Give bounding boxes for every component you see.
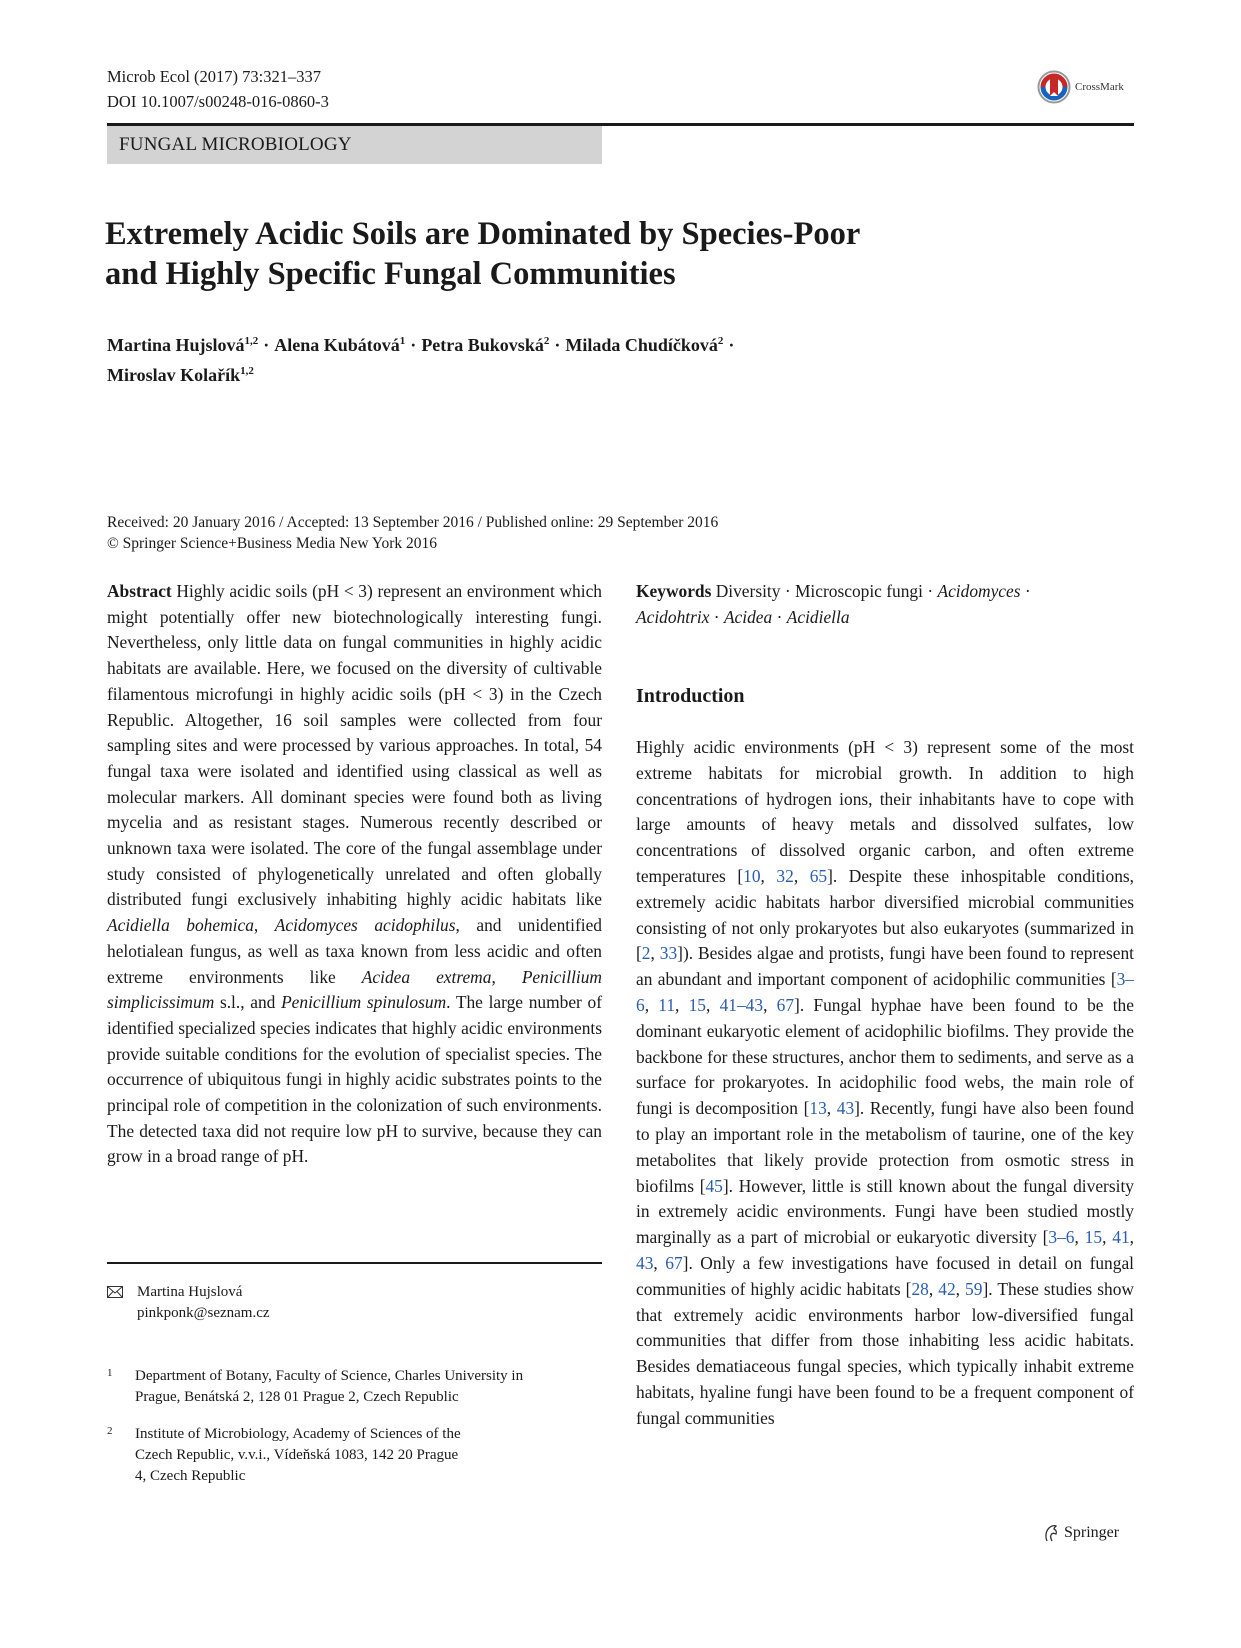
keyword: Diversity — [715, 581, 781, 601]
keyword: Acidohtrix — [636, 606, 710, 627]
punctuation: , — [928, 1278, 939, 1299]
introduction-heading: Introduction — [636, 685, 745, 707]
abstract-text: , and unidentified helotialean fungus, as well as taxa known from less acidic and often extreme environments like — [107, 915, 602, 987]
citation-link[interactable]: 2 — [641, 943, 651, 964]
punctuation: , — [793, 865, 810, 886]
punctuation: , — [760, 865, 777, 886]
intro-text: ]. Recently, fungi have also been found to play an important role in the metabolism of taurine, one of the key metabolites that likely provide protection from osmotic stress in biofilms [ — [636, 1098, 1134, 1196]
intro-text: ]. Despite these inhospitable conditions, extremely acidic habitats harbor diversified microbial communities consisting of not only prokaryotes but also eukaryotes (summarized in [ — [636, 865, 1135, 964]
citation-link[interactable]: 3–6 — [1048, 1227, 1075, 1248]
author-separator: · — [410, 335, 417, 355]
citation-link[interactable]: 10 — [743, 865, 761, 886]
article-title — [105, 214, 1005, 294]
keyword-separator: · — [713, 606, 720, 627]
species-name: Acidiella bohemica — [107, 915, 254, 936]
keyword-separator: · — [927, 581, 934, 601]
citation-link[interactable]: 67 — [776, 994, 795, 1015]
affiliation-line: Prague, Benátská 2, 128 01 Prague 2, Czech Republic — [135, 1389, 459, 1405]
citation-link[interactable]: 11 — [658, 994, 676, 1015]
author-affiliation: 1,2 — [240, 365, 254, 377]
affiliation-1 — [107, 1366, 602, 1408]
springer-horse-icon — [1043, 1524, 1059, 1542]
punctuation: , — [706, 994, 720, 1015]
abstract-text: . The large number of identified specialized species indicates that highly acidic environments provide suitable conditions for the evolution of specialist species. The occurrence of ubiquitous fungi in highly acidic substrates points to the principal role of competition in the colonization of such environments. The detected taxa did not require low pH to survive, because they can grow in a broad range of pH. — [107, 992, 602, 1167]
citation-link[interactable]: 43 — [836, 1098, 855, 1119]
intro-text: ]. However, little is still known about the fungal diversity in extremely acidic environments. Fungi have been studied mostly marginally as a part of microbial or eukaryotic diversity [ — [636, 1175, 1134, 1248]
publication-dates — [107, 512, 718, 554]
citation-link[interactable]: 13 — [809, 1098, 827, 1119]
affiliation-number: 1 — [107, 1367, 113, 1379]
affiliation-line: Institute of Microbiology, Academy of Sciences of the — [135, 1426, 461, 1442]
journal-info — [107, 64, 329, 114]
punctuation: , — [653, 1252, 666, 1273]
author-name: Miroslav Kolařík — [107, 365, 241, 385]
author-name: Petra Bukovská — [421, 335, 544, 355]
author-separator: · — [263, 335, 270, 355]
author-separator: · — [554, 335, 561, 355]
author-affiliation: 1 — [399, 335, 406, 347]
keywords-label: Keywords — [636, 581, 712, 601]
affiliation-number: 2 — [107, 1425, 113, 1437]
abstract-text: s.l., and — [219, 992, 276, 1013]
punctuation: , — [1074, 1227, 1085, 1248]
citation-link[interactable]: 65 — [809, 865, 828, 886]
punctuation: , — [1129, 1227, 1134, 1248]
keyword-separator: · — [1024, 581, 1031, 601]
species-name: Penicillium spinulosum — [281, 992, 447, 1013]
abstract — [107, 579, 602, 1170]
journal-citation: Microb Ecol (2017) 73:321–337 — [107, 67, 322, 86]
affiliation-line: 4, Czech Republic — [135, 1468, 246, 1484]
punctuation: , — [644, 994, 659, 1015]
citation-link[interactable]: 67 — [665, 1252, 683, 1273]
citation-link[interactable]: 28 — [911, 1278, 929, 1299]
abstract-label: Abstract — [107, 581, 172, 601]
citation-link[interactable]: 43 — [636, 1252, 654, 1273]
punctuation: , — [955, 1278, 966, 1299]
author-name: Milada Chudíčková — [565, 335, 718, 355]
journal-doi[interactable]: DOI 10.1007/s00248-016-0860-3 — [107, 92, 329, 111]
author-affiliation: 2 — [717, 335, 724, 347]
punctuation: , — [763, 994, 777, 1015]
citation-link[interactable]: 33 — [659, 943, 678, 964]
punctuation: , — [675, 994, 689, 1015]
corresponding-author-email[interactable]: pinkponk@seznam.cz — [137, 1305, 270, 1321]
keyword-separator: · — [776, 606, 783, 627]
envelope-icon — [107, 1286, 123, 1298]
citation-link[interactable]: 41–43 — [719, 994, 764, 1015]
intro-text: ]. Only a few investigations have focused in detail on fungal communities of highly acidic habitats [ — [636, 1252, 1134, 1299]
affiliation-line: Department of Botany, Faculty of Science, Charles University in — [135, 1368, 524, 1384]
author-name: Alena Kubátová — [274, 335, 400, 355]
citation-link[interactable]: 15 — [688, 994, 706, 1015]
keyword: Acidiella — [786, 606, 850, 627]
punctuation: , — [650, 943, 660, 964]
publisher-logo — [1043, 1524, 1119, 1542]
punctuation: , — [253, 915, 259, 936]
correspondence — [107, 1282, 270, 1324]
species-name: Acidomyces acidophilus — [274, 915, 456, 936]
section-label: FUNGAL MICROBIOLOGY — [107, 126, 602, 164]
citation-link[interactable]: 15 — [1084, 1227, 1103, 1248]
crossmark-badge[interactable] — [1037, 70, 1124, 104]
title-line-2: and Highly Specific Fungal Communities — [105, 256, 676, 292]
author-affiliation: 2 — [543, 335, 550, 347]
citation-link[interactable]: 42 — [938, 1278, 956, 1299]
crossmark-label: CrossMark — [1075, 81, 1124, 93]
species-name: Acidea extrema — [361, 966, 492, 987]
punctuation: , — [491, 966, 496, 987]
intro-text: Highly acidic environments (pH < 3) represent some of the most extreme habitats for microbial growth. In addition to high concentrations of hydrogen ions, their inhabitants have to cope with large amounts of heavy metals and dissolved sulfates, low concentrations of dissolved organic carbon, and often extreme temperatures [ — [636, 737, 1134, 886]
copyright-line: © Springer Science+Business Media New York 2016 — [107, 535, 438, 552]
history-dates: Received: 20 January 2016 / Accepted: 13 September 2016 / Published online: 29 September 2016 — [107, 514, 719, 531]
keywords — [636, 579, 1134, 630]
corresponding-author-name: Martina Hujslová — [137, 1284, 243, 1300]
citation-link[interactable]: 3–6 — [636, 969, 1134, 1015]
affiliation-line: Czech Republic, v.v.i., Vídeňská 1083, 142 20 Prague — [135, 1447, 459, 1463]
affiliation-2 — [107, 1424, 602, 1487]
author-separator: · — [728, 335, 735, 355]
author-name: Martina Hujslová — [107, 335, 245, 355]
crossmark-icon — [1037, 70, 1071, 104]
keyword: Acidomyces — [937, 581, 1021, 601]
publisher-name: Springer — [1064, 1524, 1120, 1541]
citation-link[interactable]: 45 — [705, 1175, 723, 1196]
citation-link[interactable]: 32 — [776, 865, 794, 886]
author-list — [107, 328, 1007, 388]
intro-text: ]. Fungal hyphae have been found to be the dominant eukaryotic element of acidophilic biofilms. They provide the backbone for these structures, anchor them to sediments, and serve as a surface for prokaryotes. In acidophilic food webs, the main role of fungi is decomposition [ — [636, 994, 1134, 1119]
abstract-text: Highly acidic soils (pH < 3) represent an environment which might potentially offer new biotechnologically interesting fungi. Nevertheless, only little data on fungal communities in highly acidic habitats are available. Here, we focused on the diversity of cultivable filamentous microfungi in highly acidic soils (pH < 3) in the Czech Republic. Altogether, 16 soil samples were collected from four sampling sites and were processed by various approaches. In total, 54 fungal taxa were isolated and identified using classical as well as molecular markers. All dominant species were found both as living mycelia and as resistant stages. Numerous recently described or unknown taxa were isolated. The core of the fungal assemblage under study consisted of phylogenetically unrelated and often globally distributed fungi exclusively inhabiting highly acidic habitats like — [107, 581, 602, 910]
title-line-1: Extremely Acidic Soils are Dominated by Species-Poor — [105, 216, 861, 252]
punctuation: , — [1102, 1227, 1113, 1248]
keyword: Acidea — [723, 606, 773, 627]
intro-text: ]. These studies show that extremely acidic environments harbor low-diversified fungal communities that differ from those inhabiting less acidic habitats. Besides dematiaceous fungal species, which typically inhabit extreme habitats, hyaline fungi have been found to be a frequent component of fungal communities — [636, 1278, 1134, 1428]
citation-link[interactable]: 41 — [1112, 1227, 1130, 1248]
introduction-text — [636, 735, 1134, 1432]
keyword: Microscopic fungi — [794, 581, 923, 601]
footnote-rule — [107, 1262, 602, 1264]
author-affiliation: 1,2 — [244, 335, 259, 347]
citation-link[interactable]: 59 — [965, 1278, 983, 1299]
intro-text: ]). Besides algae and protists, fungi have been found to represent an abundant and important component of acidophilic communities [ — [636, 943, 1134, 990]
punctuation: , — [826, 1098, 837, 1119]
species-name: Penicillium simplicissimum — [107, 966, 602, 1013]
keyword-separator: · — [784, 581, 791, 601]
